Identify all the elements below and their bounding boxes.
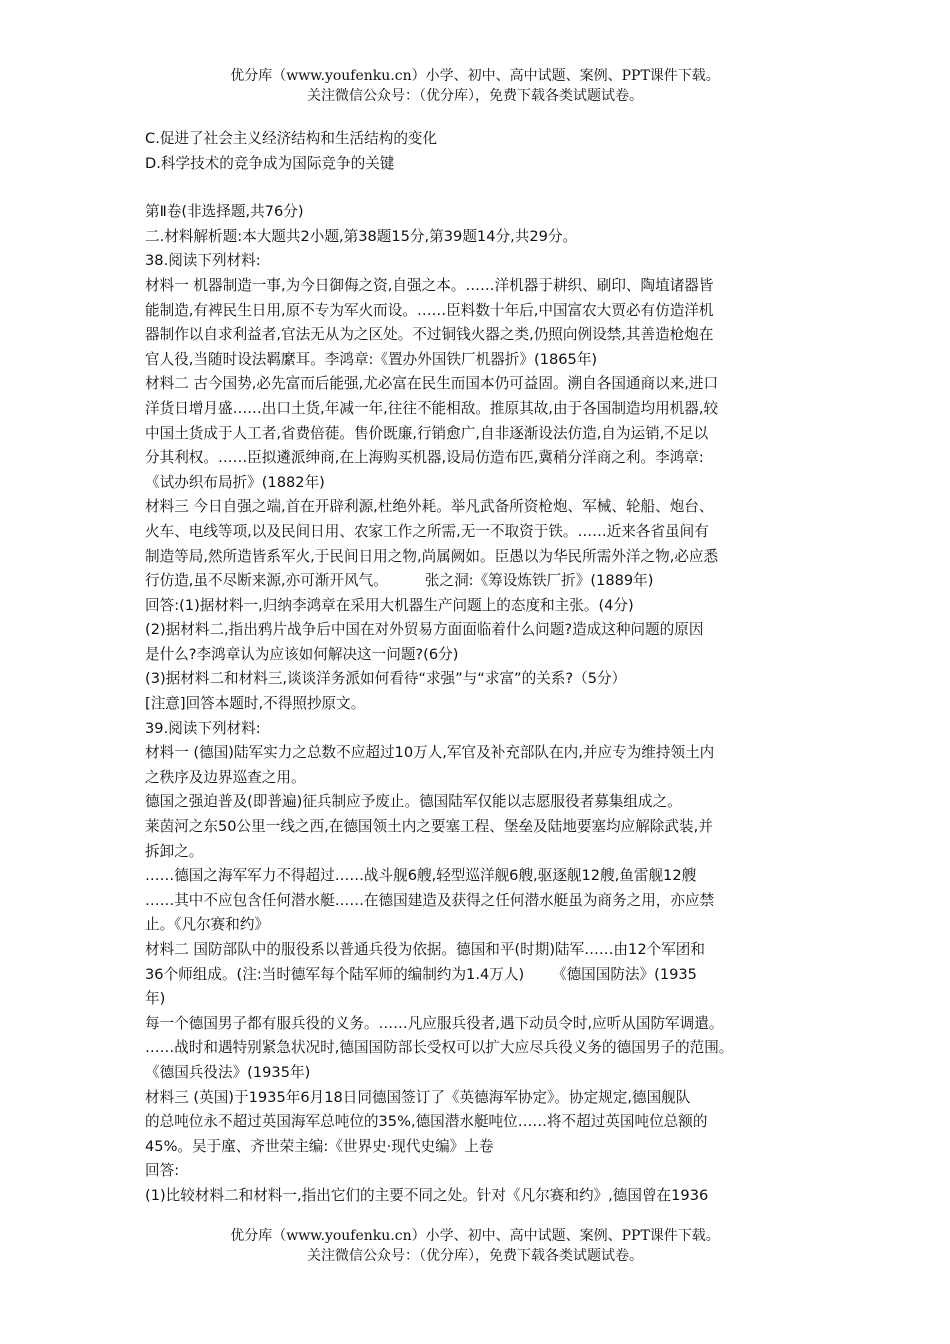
text-line: 器制作以自求利益者,官法无从为之区处。不过铜钱火器之类,仍照向例设禁,其善造枪炮在 <box>145 326 714 344</box>
question-39-heading: 39.阅读下列材料: <box>145 719 261 737</box>
section-title: 第Ⅱ卷(非选择题,共76分) <box>145 203 304 221</box>
text-line: 的总吨位永不超过英国海军总吨位的35%,德国潜水艇吨位……将不超过英国吨位总额的 <box>145 1113 708 1131</box>
question-line: 是什么?李鸿章认为应该如何解决这一问题?(6分) <box>145 645 459 663</box>
text-line: 《德国兵役法》(1935年) <box>145 1063 311 1081</box>
section-instructions: 二.材料解析题:本大题共2小题,第38题15分,第39题14分,共29分。 <box>145 227 578 245</box>
text-line: 45%。吴于廑、齐世荣主编:《世界史·现代史编》上卷 <box>145 1137 494 1155</box>
text-line: 年) <box>145 990 166 1008</box>
text-line: 莱茵河之东50公里一线之西,在德国领土内之要塞工程、堡垒及陆地要塞均应解除武装,并 <box>145 818 713 836</box>
text-line: 行仿造,虽不尽断来源,亦可渐开风气。 张之洞:《筹设炼铁厂折》(1889年) <box>145 572 654 590</box>
text-line: 洋货日增月盛……出口土货,年减一年,往往不能相敌。推原其故,由于各国制造均用机器,较 <box>145 399 719 417</box>
page-header <box>0 66 950 106</box>
answer-heading: 回答: <box>145 1162 180 1180</box>
text-line: 每一个德国男子都有服兵役的义务。……凡应服兵役者,遇下动员令时,应听从国防军调遣。 <box>145 1014 724 1032</box>
text-line: ……其中不应包含任何潜水艇……在德国建造及获得之任何潜水艇虽为商务之用，亦应禁 <box>145 891 715 909</box>
header-line-2: 关注微信公众号：（优分库），免费下载各类试题试卷。 <box>307 88 643 104</box>
question-line: (3)据材料二和材料三,谈谈洋务派如何看待“求强”与“求富”的关系?（5分） <box>145 670 627 688</box>
document-body <box>145 127 810 1209</box>
text-line: 火车、电线等项,以及民间日用、农家工作之所需,无一不取资于铁。……近来各省虽间有 <box>145 522 709 540</box>
text-line: 制造等局,然所造皆系军火,于民间日用之物,尚属阙如。臣愚以为华民所需外洋之物,必应悉 <box>145 547 719 565</box>
question-line: 回答:(1)据材料一,归纳李鸿章在采用大机器生产问题上的态度和主张。(4分) <box>145 596 634 614</box>
option-d: D.科学技术的竞争成为国际竞争的关键 <box>145 154 395 172</box>
text-line: 36个师组成。(注:当时德军每个陆军师的编制约为1.4万人) 《德国国防法》(1935 <box>145 965 697 983</box>
header-line-1: 优分库（www.youfenku.cn）小学、初中、高中试题、案例、PPT课件下载。 <box>230 68 720 84</box>
text-line: ……德国之海军军力不得超过……战斗舰6艘,轻型巡洋舰6艘,驱逐舰12艘,鱼雷舰12艘 <box>145 867 697 885</box>
question-line: (1)比较材料二和材料一,指出它们的主要不同之处。针对《凡尔赛和约》,德国曾在1936 <box>145 1186 709 1204</box>
text-line: ……战时和遇特别紧急状况时,德国国防部长受权可以扩大应尽兵役义务的德国男子的范围。 <box>145 1039 734 1057</box>
text-line: 材料三 今日自强之端,首在开辟利源,杜绝外耗。举凡武备所资枪炮、军械、轮船、炮台、 <box>145 498 714 516</box>
text-line: 能制造,有裨民生日用,原不专为军火而设。……臣料数十年后,中国富农大贾必有仿造洋机 <box>145 301 714 319</box>
text-line: 分其利权。……臣拟遴派绅商,在上海购买机器,设局仿造布匹,冀稍分洋商之利。李鸿章: <box>145 449 704 467</box>
text-line: 德国之强迫普及(即普遍)征兵制应予废止。德国陆军仅能以志愿服役者募集组成之。 <box>145 793 682 811</box>
text-line: 材料二 国防部队中的服役系以普通兵役为依据。德国和平(时期)陆军……由12个军团和 <box>145 941 705 958</box>
footer-line-1: 优分库（www.youfenku.cn）小学、初中、高中试题、案例、PPT课件下载。 <box>230 1228 720 1244</box>
note-line: [注意]回答本题时,不得照抄原文。 <box>145 695 366 713</box>
page-footer <box>0 1226 950 1266</box>
question-38-heading: 38.阅读下列材料: <box>145 252 261 270</box>
text-line: 中国土货成于人工者,省费倍蓰。售价既廉,行销愈广,自非逐渐设法仿造,自为运销,不足以 <box>145 424 709 442</box>
text-line: 材料二 古今国势,必先富而后能强,尤必富在民生而国本仍可益固。溯自各国通商以来,进口 <box>145 375 719 393</box>
text-line: 拆卸之。 <box>145 842 204 860</box>
text-line: 材料三 (英国)于1935年6月18日同德国签订了《英德海军协定》。协定规定,德国舰队 <box>145 1088 691 1106</box>
text-line: 材料一 机器制造一事,为今日御侮之资,自强之本。……洋机器于耕织、刷印、陶埴诸器皆 <box>145 276 714 294</box>
text-line: 材料一 (德国)陆军实力之总数不应超过10万人,军官及补充部队在内,并应专为维持领土内 <box>145 744 715 762</box>
text-line: 《试办织布局折》(1882年) <box>145 473 325 491</box>
question-line: (2)据材料二,指出鸦片战争后中国在对外贸易方面面临着什么问题?造成这种问题的原因 <box>145 621 704 639</box>
text-line: 官人役,当随时设法羁縻耳。李鸿章:《置办外国铁厂机器折》(1865年) <box>145 350 598 368</box>
option-c: C.促进了社会主义经济结构和生活结构的变化 <box>145 130 438 147</box>
text-line: 止。《凡尔赛和约》 <box>145 916 270 934</box>
footer-line-2: 关注微信公众号：（优分库），免费下载各类试题试卷。 <box>307 1248 643 1264</box>
text-line: 之秩序及边界巡查之用。 <box>145 768 306 786</box>
